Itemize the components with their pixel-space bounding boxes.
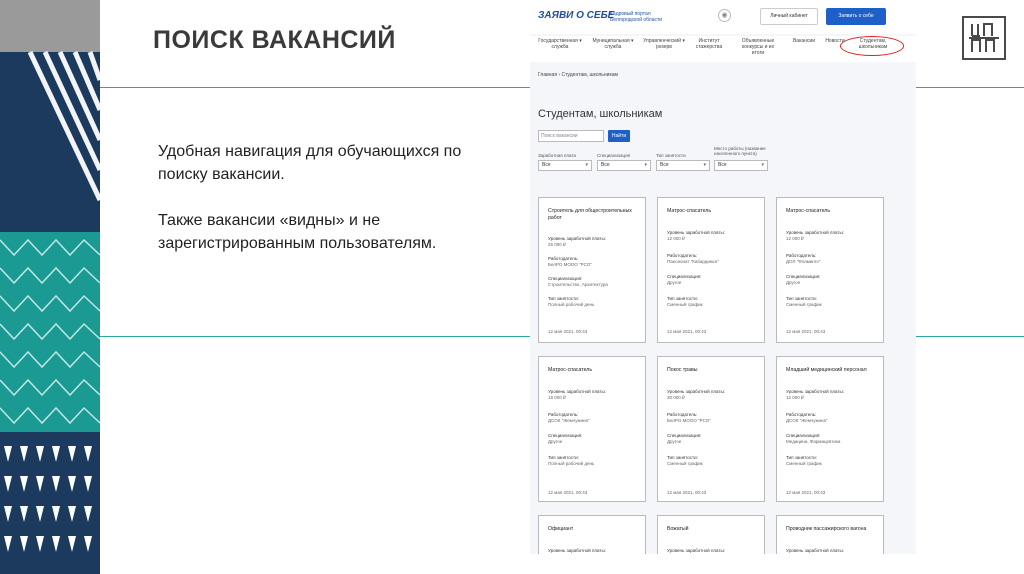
nav-item-contests[interactable]: Объявленные конкурсы и их итоги: [741, 38, 775, 56]
vacancy-card[interactable]: [538, 356, 646, 502]
nav-item-intern[interactable]: Институт стажерства: [695, 38, 723, 50]
search-button[interactable]: Найти: [608, 130, 630, 142]
cabinet-button[interactable]: Личный кабинет: [760, 8, 818, 25]
filter-select-spec[interactable]: Все ▾: [597, 160, 651, 171]
vacancy-title: Младший медицинский персонал: [786, 367, 867, 373]
salary-label: Уровень заработной платы:: [548, 236, 606, 241]
spec-label: Специализация:: [548, 433, 583, 438]
vacancy-title: Покос травы: [667, 367, 698, 373]
vacancy-card[interactable]: [776, 356, 884, 502]
vacancy-card[interactable]: [657, 515, 765, 554]
filter-label-place: Место работы (название населенного пункта): [714, 146, 766, 156]
salary-label: Уровень заработной платы:: [786, 548, 844, 553]
divider-line: [100, 87, 530, 88]
employer-label: Работодатель:: [548, 256, 579, 261]
employer-value: ДСОК "Жемчужина": [786, 418, 828, 423]
filter-label-salary: Заработная плата: [538, 153, 576, 158]
salary-label: Уровень заработной платы:: [786, 230, 844, 235]
vacancy-card[interactable]: [657, 197, 765, 343]
salary-value: 25 000 ₽: [548, 242, 566, 247]
nav-item-mun[interactable]: Муниципальная ▾ служба: [592, 38, 634, 50]
salary-label: Уровень заработной платы:: [548, 389, 606, 394]
employer-value: БелРО МООО "РСО": [667, 418, 711, 423]
vacancy-card[interactable]: [657, 356, 765, 502]
spec-label: Специализация:: [667, 274, 702, 279]
employer-label: Работодатель:: [786, 412, 817, 417]
divider-line: [916, 87, 1024, 88]
employment-value: Сменный график: [786, 302, 822, 307]
employment-value: Сменный график: [667, 461, 703, 466]
filter-select-salary[interactable]: Все ▾: [538, 160, 592, 171]
chevron-down-icon: ▾: [644, 162, 647, 168]
filter-select-place[interactable]: Все ▾: [714, 160, 768, 171]
vacancy-title: Официант: [548, 526, 574, 532]
employment-label: Тип занятости:: [786, 455, 817, 460]
chevron-down-icon: ▾: [761, 162, 764, 168]
nav-item-gos[interactable]: Государственная ▾ служба: [538, 38, 582, 50]
employment-label: Тип занятости:: [786, 296, 817, 301]
filter-label-type: Тип занятости: [656, 153, 686, 158]
salary-value: 30 000 ₽: [667, 395, 685, 400]
salary-value: 12 000 ₽: [786, 395, 804, 400]
employer-label: Работодатель:: [667, 253, 698, 258]
spec-label: Специализация:: [548, 276, 583, 281]
employer-value: Пансионат "Кабардинка": [667, 259, 719, 264]
salary-label: Уровень заработной платы:: [667, 230, 725, 235]
employer-value: БелРО МООО "РСО": [548, 262, 592, 267]
spec-value: Другое: [667, 280, 682, 285]
salary-value: 12 000 ₽: [667, 236, 685, 241]
vacancy-card[interactable]: [776, 515, 884, 554]
slide-paragraph-1: Удобная навигация для обучающихся по поиску вакансии.: [158, 143, 462, 183]
cpp-logo-icon: [962, 16, 1006, 60]
filter-label-spec: Специализация: [597, 153, 631, 158]
vacancy-card[interactable]: [776, 197, 884, 343]
search-input[interactable]: Поиск вакансии: [538, 130, 604, 142]
employer-value: ДОЛ "Фламинго": [786, 259, 821, 264]
portal-brand-subtitle: Кадровый портал Белгородской области: [610, 11, 663, 23]
vacancy-card[interactable]: [538, 197, 646, 343]
highlight-circle: [840, 36, 904, 56]
employment-value: Сменный график: [667, 302, 703, 307]
spec-value: Другое: [667, 439, 682, 444]
vacancy-title: Матрос-спасатель: [667, 208, 712, 214]
vacancy-title: Матрос-спасатель: [548, 367, 593, 373]
card-date: 12 мая 2021, 00:43: [548, 329, 588, 334]
card-date: 12 мая 2021, 00:43: [667, 329, 707, 334]
vacancy-title: Матрос-спасатель: [786, 208, 831, 214]
breadcrumb[interactable]: Главная › Студентам, школьникам: [538, 72, 618, 78]
vacancy-card[interactable]: [538, 515, 646, 554]
employment-value: Сменный график: [786, 461, 822, 466]
slide-paragraph-2: Также вакансии «видны» и не зарегистрированным пользователям.: [158, 212, 437, 252]
salary-label: Уровень заработной платы:: [667, 548, 725, 553]
employer-label: Работодатель:: [548, 412, 579, 417]
chevron-down-icon: ▾: [703, 162, 706, 168]
spec-label: Специализация:: [786, 274, 821, 279]
salary-label: Уровень заработной платы:: [786, 389, 844, 394]
salary-value: 12 000 ₽: [786, 236, 804, 241]
nav-item-news[interactable]: Новости: [825, 38, 845, 44]
employment-value: Полный рабочий день: [548, 461, 595, 466]
spec-value: Медицина, Фармацевтика: [786, 439, 841, 444]
card-date: 12 мая 2021, 00:43: [667, 490, 707, 495]
spec-label: Специализация:: [667, 433, 702, 438]
card-date: 12 мая 2021, 00:43: [548, 490, 588, 495]
divider-line: [916, 336, 1024, 337]
filter-select-type[interactable]: Все ▾: [656, 160, 710, 171]
portal-screenshot: [530, 0, 916, 554]
employment-label: Тип занятости:: [667, 455, 698, 460]
apply-button[interactable]: Заявить о себе: [826, 8, 886, 25]
employment-label: Тип занятости:: [548, 455, 579, 460]
divider-line: [100, 336, 530, 337]
employment-label: Тип занятости:: [667, 296, 698, 301]
employer-label: Работодатель:: [786, 253, 817, 258]
spec-value: Другое: [786, 280, 801, 285]
employment-value: Полный рабочий день: [548, 302, 595, 307]
nav-item-students[interactable]: Студентам, школьникам: [858, 38, 888, 50]
nav-item-vacancies[interactable]: Вакансии: [792, 38, 816, 44]
vacancy-title: Строитель для общестроительных работ: [548, 208, 632, 221]
decorative-side-panel: [0, 0, 100, 574]
spec-value: Строительство, Архитектура: [548, 282, 608, 287]
slide-title: ПОИСК ВАКАНСИЙ: [153, 26, 396, 54]
eye-icon[interactable]: ◉: [718, 9, 731, 22]
salary-label: Уровень заработной платы:: [548, 548, 606, 553]
portal-brand[interactable]: ЗАЯВИ О СЕБЕ: [538, 10, 615, 21]
nav-item-reserve[interactable]: Управленческий ▾ резерв: [643, 38, 685, 50]
page-title: Студентам, школьникам: [538, 108, 663, 120]
employment-label: Тип занятости:: [548, 296, 579, 301]
salary-label: Уровень заработной платы:: [667, 389, 725, 394]
vacancy-title: Проводник пассажирского вагона: [786, 526, 867, 532]
card-date: 12 мая 2021, 00:43: [786, 329, 826, 334]
spec-label: Специализация:: [786, 433, 821, 438]
vacancy-title: Вожатый: [667, 526, 689, 532]
card-date: 12 мая 2021, 00:43: [786, 490, 826, 495]
spec-value: Другое: [548, 439, 563, 444]
portal-header: [530, 0, 916, 34]
chevron-down-icon: ▾: [585, 162, 588, 168]
salary-value: 18 000 ₽: [548, 395, 566, 400]
employer-label: Работодатель:: [667, 412, 698, 417]
employer-value: ДСОК "Жемчужина": [548, 418, 590, 423]
